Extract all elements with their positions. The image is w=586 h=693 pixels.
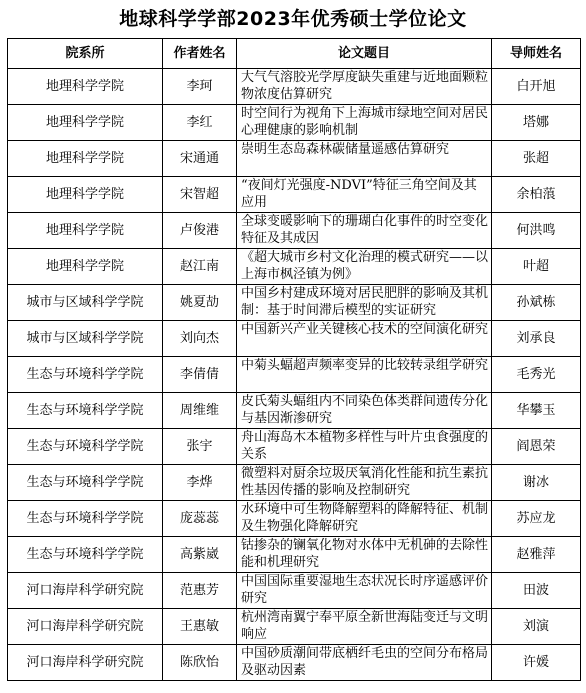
cell-advisor: 刘演 xyxy=(492,609,581,645)
cell-department: 地理科学学院 xyxy=(8,69,163,105)
table-row xyxy=(8,69,581,105)
cell-author: 刘向杰 xyxy=(163,321,237,357)
cell-author: 李珂 xyxy=(163,69,237,105)
table-row xyxy=(8,573,581,609)
table-header-row xyxy=(8,39,581,69)
table-row xyxy=(8,105,581,141)
cell-author: 卢俊港 xyxy=(163,213,237,249)
cell-author: 姚夏劼 xyxy=(163,285,237,321)
page-title: 地球科学学部2023年优秀硕士学位论文 xyxy=(119,8,467,30)
cell-advisor: 白开旭 xyxy=(492,69,581,105)
table-row xyxy=(8,465,581,501)
cell-author: 陈欣怡 xyxy=(163,645,237,681)
cell-advisor: 叶超 xyxy=(492,249,581,285)
cell-department: 地理科学学院 xyxy=(8,105,163,141)
cell-advisor: 赵雅萍 xyxy=(492,537,581,573)
table-row xyxy=(8,213,581,249)
cell-thesis-title: 微塑料对厨余垃圾厌氧消化性能和抗生素抗性基因传播的影响及控制研究 xyxy=(237,465,492,501)
cell-author: 张宇 xyxy=(163,429,237,465)
table-row xyxy=(8,141,581,177)
cell-advisor: 华攀玉 xyxy=(492,393,581,429)
cell-advisor: 余柏蒗 xyxy=(492,177,581,213)
cell-department: 地理科学学院 xyxy=(8,177,163,213)
table-row xyxy=(8,537,581,573)
cell-thesis-title: “夜间灯光强度-NDVI”特征三角空间及其应用 xyxy=(237,177,492,213)
cell-advisor: 何洪鸣 xyxy=(492,213,581,249)
cell-thesis-title: 中国国际重要湿地生态状况长时序遥感评价研究 xyxy=(237,573,492,609)
cell-thesis-title: 舟山海岛木本植物多样性与叶片虫食强度的关系 xyxy=(237,429,492,465)
cell-department: 城市与区域科学学院 xyxy=(8,321,163,357)
cell-advisor: 孙斌栋 xyxy=(492,285,581,321)
cell-thesis-title: 皮氏菊头蝠组内不同染色体类群间遗传分化与基因渐渗研究 xyxy=(237,393,492,429)
cell-thesis-title: 钴掺杂的镧氧化物对水体中无机砷的去除性能和机理研究 xyxy=(237,537,492,573)
cell-advisor: 谢冰 xyxy=(492,465,581,501)
table-row xyxy=(8,177,581,213)
cell-department: 生态与环境科学学院 xyxy=(8,501,163,537)
header-advisor: 导师姓名 xyxy=(492,39,581,69)
cell-thesis-title: 中国新兴产业关键核心技术的空间演化研究 xyxy=(237,321,492,357)
cell-department: 地理科学学院 xyxy=(8,213,163,249)
cell-thesis-title: 《超大城市乡村文化治理的模式研究——以上海市枫泾镇为例》 xyxy=(237,249,492,285)
cell-thesis-title: 中国砂质潮间带底栖纤毛虫的空间分布格局及驱动因素 xyxy=(237,645,492,681)
thesis-table xyxy=(7,38,581,681)
cell-author: 宋通通 xyxy=(163,141,237,177)
table-row xyxy=(8,393,581,429)
table-row xyxy=(8,429,581,465)
cell-thesis-title: 中国乡村建成环境对居民肥胖的影响及其机制：基于时间滞后模型的实证研究 xyxy=(237,285,492,321)
cell-author: 庞蕊蕊 xyxy=(163,501,237,537)
cell-advisor: 刘承良 xyxy=(492,321,581,357)
cell-thesis-title: 崇明生态岛森林碳储量遥感估算研究 xyxy=(237,141,492,177)
table-row xyxy=(8,501,581,537)
cell-department: 河口海岸科学研究院 xyxy=(8,573,163,609)
cell-department: 河口海岸科学研究院 xyxy=(8,645,163,681)
cell-department: 生态与环境科学学院 xyxy=(8,465,163,501)
cell-advisor: 田波 xyxy=(492,573,581,609)
cell-thesis-title: 杭州湾南翼宁奉平原全新世海陆变迁与文明响应 xyxy=(237,609,492,645)
cell-advisor: 毛秀光 xyxy=(492,357,581,393)
cell-author: 王惠敏 xyxy=(163,609,237,645)
cell-department: 河口海岸科学研究院 xyxy=(8,609,163,645)
cell-department: 城市与区域科学学院 xyxy=(8,285,163,321)
cell-author: 李红 xyxy=(163,105,237,141)
header-thesis-title: 论文题目 xyxy=(237,39,492,69)
table-row xyxy=(8,321,581,357)
cell-thesis-title: 时空间行为视角下上海城市绿地空间对居民心理健康的影响机制 xyxy=(237,105,492,141)
cell-author: 周维维 xyxy=(163,393,237,429)
cell-thesis-title: 中菊头蝠超声频率变异的比较转录组学研究 xyxy=(237,357,492,393)
cell-author: 范惠芳 xyxy=(163,573,237,609)
cell-author: 李倩倩 xyxy=(163,357,237,393)
table-row xyxy=(8,249,581,285)
cell-author: 宋智超 xyxy=(163,177,237,213)
table-row xyxy=(8,285,581,321)
cell-advisor: 张超 xyxy=(492,141,581,177)
cell-author: 赵江南 xyxy=(163,249,237,285)
cell-department: 生态与环境科学学院 xyxy=(8,393,163,429)
cell-department: 生态与环境科学学院 xyxy=(8,357,163,393)
table-body xyxy=(8,69,581,681)
cell-advisor: 苏应龙 xyxy=(492,501,581,537)
cell-thesis-title: 大气气溶胶光学厚度缺失重建与近地面颗粒物浓度估算研究 xyxy=(237,69,492,105)
cell-department: 地理科学学院 xyxy=(8,249,163,285)
header-author: 作者姓名 xyxy=(163,39,237,69)
cell-author: 高紫崴 xyxy=(163,537,237,573)
cell-department: 地理科学学院 xyxy=(8,141,163,177)
cell-thesis-title: 水环境中可生物降解塑料的降解特征、机制及生物强化降解研究 xyxy=(237,501,492,537)
cell-department: 生态与环境科学学院 xyxy=(8,537,163,573)
cell-department: 生态与环境科学学院 xyxy=(8,429,163,465)
cell-advisor: 许媛 xyxy=(492,645,581,681)
header-department: 院系所 xyxy=(8,39,163,69)
table-row xyxy=(8,357,581,393)
cell-thesis-title: 全球变暖影响下的珊瑚白化事件的时空变化特征及其成因 xyxy=(237,213,492,249)
cell-author: 李烨 xyxy=(163,465,237,501)
cell-advisor: 阎恩荣 xyxy=(492,429,581,465)
cell-advisor: 塔娜 xyxy=(492,105,581,141)
table-row xyxy=(8,609,581,645)
table-row xyxy=(8,645,581,681)
